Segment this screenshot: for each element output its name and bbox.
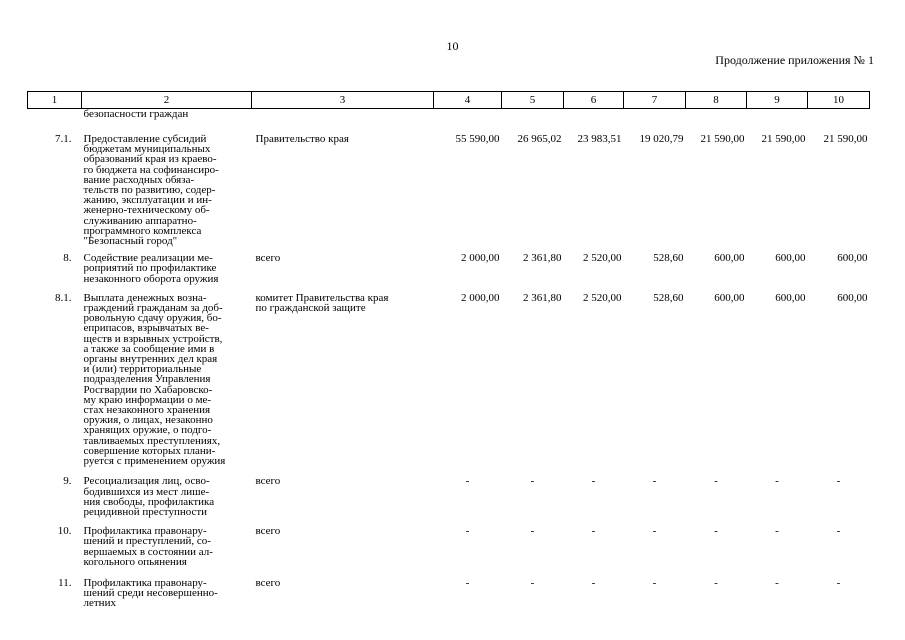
value-cell: 2 520,00 [583,252,622,265]
row-number: 10. [57,525,72,538]
executor-line: по гражданской защите [255,302,366,315]
description-line: подразделения Управления [83,373,211,386]
value-cell: 2 000,00 [461,291,500,304]
row-executor [252,288,434,468]
continuation-text: безопасности граждан [83,108,189,120]
description-line: оружия, о лицах, незаконно [83,414,213,427]
description-line: "Безопасный город" [83,235,178,248]
description-line: органы внутренних дел края [83,353,218,366]
value-cell: 23 983,51 [577,133,622,145]
row-number: 8.1. [55,291,72,304]
value-cell: - [530,475,535,488]
column-header: 5 [502,92,564,109]
value-cell: 2 520,00 [583,291,622,304]
value-cell: 55 590,00 [455,133,500,145]
value-cell: 21 590,00 [823,133,868,145]
row-number: 11. [58,576,72,589]
value-cell: - [775,525,779,538]
page-number: 10 [446,39,459,53]
description-line: руется с применением оружия [83,455,226,468]
value-cell: 19 020,79 [639,133,684,145]
row-executor [252,121,434,250]
value-cell: 21 590,00 [700,133,745,145]
executor-line: всего [255,252,281,265]
table-row [28,572,870,609]
value-cell: 2 361,80 [523,291,562,304]
value-cell: 26 965,02 [517,133,562,145]
value-cell: 21 590,00 [761,133,806,145]
description-line: Предоставление субсидий [83,133,207,145]
continuation-label: Продолжение приложения № 1 [715,53,874,67]
row-description [82,121,252,250]
description-line: тельств по развитию, содер- [83,184,216,197]
value-cell: - [714,576,718,589]
description-line: летних [83,597,116,610]
description-line: Профилактика правонару- [83,576,207,589]
description-line: му краю информации о ме- [83,393,212,406]
row-executor [252,572,434,609]
row-executor [252,468,434,520]
value-cell: - [530,576,535,589]
value-cell: 528,60 [653,252,684,265]
description-line: вершаемых в состоянии ал- [83,545,213,558]
value-cell: - [591,475,596,488]
description-line: ния свободы, профилактика [83,495,215,508]
description-line: го бюджета на софинансиро- [83,163,219,176]
column-header: 3 [252,92,434,109]
description-line: образований края из краево- [83,153,217,166]
value-cell: - [465,475,470,488]
value-cell: - [652,525,657,538]
value-cell: - [714,475,718,488]
description-line: Росгвардии по Хабаровско- [83,383,213,396]
value-cell: 600,00 [837,291,868,304]
value-cell: 600,00 [775,252,806,265]
table-row [28,288,870,468]
value-cell: - [836,475,841,488]
description-line: жанию, эксплуатации и ин- [83,194,212,207]
description-line: роприятий по профилактике [83,262,217,275]
value-cell: - [836,525,841,538]
row-description [82,468,252,520]
column-header: 6 [564,92,624,109]
column-header: 1 [28,92,82,109]
value-cell: - [591,525,596,538]
description-line: шений и преступлений, со- [83,535,211,548]
column-header: 2 [82,92,252,109]
table-row [28,121,870,250]
description-line: служиванию аппаратно- [83,214,197,227]
description-line: Профилактика правонару- [83,525,207,538]
row-number: 8. [63,252,72,265]
value-cell: 600,00 [714,291,745,304]
table-row [28,520,870,572]
value-cell: - [591,576,596,589]
description-line: бюджетам муниципальных [83,143,211,156]
table-row [28,250,870,288]
column-header: 10 [808,92,870,109]
description-line: бодившихся из мест лише- [83,485,210,498]
row-number: 7.1. [55,133,72,145]
description-line: вание расходных обяза- [83,173,195,186]
description-line: Содействие реализации ме- [83,252,213,265]
value-cell: - [652,576,657,589]
value-cell: 600,00 [714,252,745,265]
row-executor [252,250,434,288]
description-line: программного комплекса [83,224,202,237]
description-line: тавливаемых преступлениях, [83,434,221,447]
row-description [82,572,252,609]
value-cell: - [775,475,779,488]
executor-line: комитет Правительства края [255,291,389,304]
executor-line: Правительство края [255,133,349,145]
column-header: 7 [624,92,686,109]
description-line: Выплата денежных возна- [83,291,207,304]
executor-line: всего [255,525,281,538]
table-header-row [28,92,870,109]
row-description [82,288,252,468]
description-line: а также за сообщение ими в [83,342,215,355]
column-header: 4 [434,92,502,109]
description-line: и (или) территориальные [83,363,202,376]
column-header: 8 [686,92,747,109]
description-line: совершение которых плани- [83,444,216,457]
description-line: Ресоциализация лиц, осво- [83,475,210,488]
value-cell: 2 000,00 [461,252,500,265]
executor-line: всего [255,475,281,488]
value-cell: 600,00 [837,252,868,265]
executor-line: всего [255,576,281,589]
description-line: стах незаконного хранения [83,404,211,417]
row-description [82,250,252,288]
continuation-row [28,109,870,122]
description-line: когольного опьянения [83,555,187,568]
value-cell: 600,00 [775,291,806,304]
description-line: еприпасов, взрывчатых ве- [83,322,209,335]
value-cell: - [775,576,779,589]
description-line: хранящих оружие, о подго- [83,424,212,437]
table-row [28,468,870,520]
value-cell: - [465,576,470,589]
value-cell: - [465,525,470,538]
description-line: ровольную сдачу оружия, бо- [83,312,222,325]
value-cell: 2 361,80 [523,252,562,265]
column-header: 9 [747,92,808,109]
description-line: незаконного оборота оружия [83,272,219,285]
description-line: ществ и взрывных устройств, [83,332,223,345]
value-cell: - [652,475,657,488]
description-line: шений среди несовершенно- [83,587,218,600]
value-cell: - [836,576,841,589]
value-cell: - [714,525,718,538]
description-line: рецидивной преступности [83,505,208,518]
row-number: 9. [63,475,72,488]
row-executor [252,520,434,572]
description-line: женерно-техническому об- [83,204,210,217]
row-description [82,520,252,572]
value-cell: - [530,525,535,538]
description-line: граждений гражданам за доб- [83,302,223,315]
value-cell: 528,60 [653,291,684,304]
budget-table [27,91,870,609]
